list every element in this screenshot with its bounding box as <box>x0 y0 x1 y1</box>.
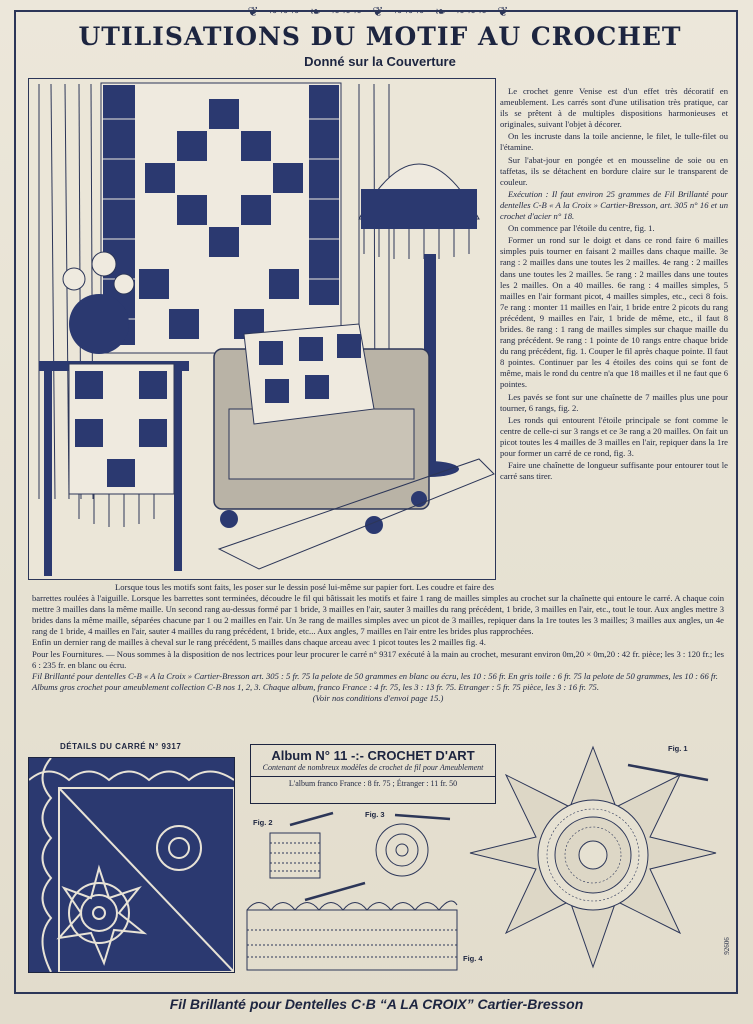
column-paragraph: Faire une chaînette de longueur suffisante pour entourer tout le carré sans tirer. <box>500 460 728 482</box>
page-title: UTILISATIONS DU MOTIF AU CROCHET <box>78 22 682 51</box>
albums-paragraph: Albums gros crochet pour ameublement collection C-B nos 1, 2, 3. Chaque album, franco France : 4 fr. 75, les 3 : 13 fr. 75. Etranger : 5 fr. 75 pièce, les 3 : 16 fr. 75. <box>32 681 599 692</box>
body-paragraph: barrettes roulées à l'aiguille. Lorsque les barrettes sont terminées, découdre le fil qui bâtissait les motifs et faire 1 rang de mailles simples au crochet sur la chaînette qui entoure le carré. A chaque coin mettre 3 mailles dans la même maille. Un second rang au-dessus formé par 1 bride, 3 mailles en l'air, sauter 3 mailles du rang précédent, 1 bride, 3 mailles en l'air, etc., tout le tour. Aux angles mettre 3 brides dans la même maille, séparées chacune par 1 ou 2 mailles en l'air. Un 3e rang de mailles simples avec un picot de 3 mailles, repiquer dans la 1re toutes les 3 mailles; 3 mailles aux angles, un 4e rang de 1 bride, 4 mailles en l'air, sauter 4 mailles du rang précédent, 1 bride, etc... Aux angles, 7 mailles en l'air entre les brides plus rapprochées. <box>32 593 724 637</box>
conditions-note: (Voir nos conditions d'envoi page 15.) <box>312 692 444 703</box>
album-title: Album N° 11 -:- CROCHET D'ART <box>271 748 475 763</box>
album-price: L'album franco France : 8 fr. 75 ; Étranger : 11 fr. 50 <box>251 776 495 788</box>
column-paragraph: Les pavés se font sur une chaînette de 7 mailles plus une pour tourner, 6 rangs, fig. 2. <box>500 391 728 413</box>
fournitures-paragraph: Pour les Fournitures. — Nous sommes à la disposition de nos lectrices pour leur procurer le carré n° 9317 exécuté à la main au crochet, mesurant environ 0m,20 × 0m,20 : 42 fr. pièce; les 3 : 120 fr.; les 6 : 235 fr. en blanc ou écru. <box>32 648 724 670</box>
instructions-column <box>500 86 728 483</box>
page-subtitle: Donné sur la Couverture <box>304 54 456 69</box>
column-paragraph: Exécution : Il faut environ 25 grammes de Fil Brillanté pour dentelles C-B « A la Croix » Cartier-Bresson, art. 305 n° 16 et un crochet d'acier n° 18. <box>500 188 728 222</box>
fig-2-label: Fig. 2 <box>253 818 273 827</box>
column-paragraph: On commence par l'étoile du centre, fig. 1. <box>508 223 655 234</box>
detail-square-image <box>28 757 235 973</box>
album-subtitle: Contenant de nombreux modèles de crochet de fil pour Ameublement <box>262 763 484 772</box>
body-text <box>32 582 724 704</box>
fig-1-star-drawing <box>468 745 718 970</box>
fig-3-label: Fig. 3 <box>365 810 385 819</box>
column-paragraph: On les incruste dans la toile ancienne, le filet, le tulle-filet ou l'étamine. <box>500 131 728 153</box>
column-paragraph: Le crochet genre Venise est d'un effet très décoratif en ameublement. Les carrés sont d'une utilisation très pratique, car ils se prêtent à de multiples dispositions harmonieuses et originales, suivant l'objet à décorer. <box>500 86 728 130</box>
column-paragraph: Sur l'abat-jour en pongée et en mousseline de soie ou en taffetas, ils se détachent en bordure claire sur le transparent de couleur. <box>500 154 728 187</box>
details-title: DÉTAILS DU CARRÉ N° 9317 <box>60 742 182 751</box>
header-ornament: ❦ ~~~ ❧ ~~~ ❦ ~~~ ❧ ~~~ ❦ <box>247 4 513 19</box>
fig-1-label: Fig. 1 <box>668 744 688 753</box>
column-paragraph: Les ronds qui entourent l'étoile principale se font comme le centre de celle-ci sur 3 rangs et ce 3e rang a 20 mailles. On fait un picot toutes les 4 mailles de 3 mailles en l'air, repiquer dans la 1re pour former un carré de ce rond, fig. 3. <box>500 414 728 458</box>
column-paragraph: Former un rond sur le doigt et dans ce rond faire 6 mailles simples puis tourner en faisant 2 mailles dans chaque maille. 3e rang : 2 mailles dans une toutes les 2 mailles. 4e rang : 2 mailles dans une toutes les 2 mailles. 5e rang : 2 mailles dans une toutes les 2 mailles. On a 40 mailles. 6e rang : 4 mailles simples, 5 mailles en l'air formant picot, 4 mailles simples, etc., ceci 8 fois. 7e rang : monter 11 mailles en l'air, 1 bride entre 2 picots du rang précédent, 9 mailles en l'air, 1 bride de même, etc., il faut 8 brides. 8e rang : 1 rang de mailles simples sur chaque maille du rang précédent. 9e rang : 1 pointe de 10 rangs entre chaque bride du rang précédent, fig. 1. Couper le fil après chaque pointe. Il faut 8 pointes. Continuer par les 4 étoiles des coins qui se font de même, mais le rond du centre n'a que 18 mailles et il ne faut que 6 pointes. <box>500 235 728 390</box>
album-advertisement <box>250 744 496 804</box>
room-illustration <box>28 78 496 580</box>
side-number: 92606 <box>722 937 731 955</box>
figs-2-3-4-drawing <box>245 805 475 975</box>
body-lead: Lorsque tous les motifs sont faits, les poser sur le dessin posé lui-même sur papier fort. Les coudre et faire des <box>115 582 494 592</box>
fil-paragraph: Fil Brillanté pour dentelles C-B « A la Croix » Cartier-Bresson art. 305 : 5 fr. 75 la pelote de 50 grammes en blanc ou écru, les 10 : 56 fr. En gris toile : 6 fr. 75 la pelote de 50 grammes, les 10 : 66 fr. <box>32 670 718 681</box>
footer-advertisement: Fil Brillanté pour Dentelles C·B “A LA CROIX” Cartier-Bresson <box>169 996 584 1012</box>
fig-4-label: Fig. 4 <box>463 954 483 963</box>
body-paragraph: Enfin un dernier rang de mailles à cheval sur le rang précédent, 5 mailles dans chaque arceau avec 1 picot toutes les 2 mailles fig. 4. <box>32 637 486 648</box>
